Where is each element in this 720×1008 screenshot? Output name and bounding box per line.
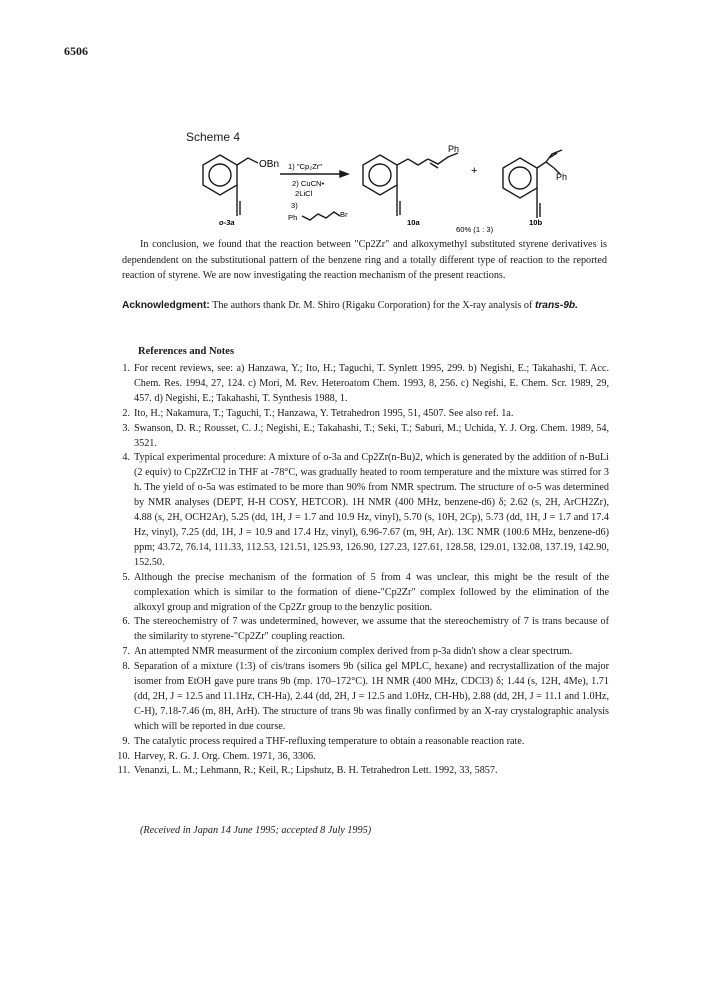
plus-sign: +: [471, 165, 478, 177]
start-substituent: OBn: [259, 159, 280, 170]
start-benzene-ring: [203, 155, 237, 195]
reference-text: Typical experimental procedure: A mixture of o-3a and Cp2Zr(n-Bu)2, which is generated by the addition of n-BuLi (2 equiv) to Cp2ZrCl2 in THF at -78°C, was gradually heated to room temperature and the mixture was stirred for 3 h. The yield of o-5a was estimated to be more than 90% from NMR spectrum. The structure of o-5 was determined by NMR analyses (DEPT, H-H COSY, HETCOR). 1H NMR (400 MHz, benzene-d6) δ; 2.62 (s, 2H, ArCH2Zr), 4.88 (s, 2H, OCH2Ar), 5.25 (dd, 1H, J = 1.7 and 10.9 Hz, vinyl), 5.70 (s, 10H, 2Cp), 5.73 (dd, 1H, J = 1.7 and 17.4 Hz, vinyl), 7.25 (dd, 1H, J = 10.9 and 17.4 Hz, vinyl), 6.96-7.67 (m, 9H, Ar). 13C NMR (100.6 MHz, benzene-d6) ppm; 43.72, 76.14, 111.33, 112.53, 121.51, 125.93, 126.90, 127.23, 127.61, 128.58, 129.01, 132.08, 137.19, 142.90, 152.50.: [134, 452, 609, 568]
references-heading: References and Notes: [138, 346, 235, 357]
reference-text: An attempted NMR measurment of the zirconium complex derived from p-3a didn't show a clear spectrum.: [134, 646, 573, 658]
step-2b-label: 2LiCl: [295, 189, 313, 198]
reference-text: Although the precise mechanism of the formation of 5 from 4 was unclear, this might be the result of the complexation which is similar to the formation of diene-"Cp2Zr" complex followed by the elimination of the alkoxyl group and migration of the Cp2Zr group to the benzylic position.: [134, 571, 609, 613]
conclusion-paragraph: In conclusion, we found that the reaction between "Cp2Zr" and alkoxymethyl substituted styrene derivatives is dependendent on the substitutional pattern of the benzene ring and a totally different type of reaction to the reported reaction of styrene. We are now investigating the reaction mechanism of the present reactions.: [122, 239, 607, 282]
product-a-ring: [363, 155, 397, 195]
reference-item: [104, 750, 609, 765]
reference-item: [104, 735, 609, 750]
reagent-ph: Ph: [288, 213, 298, 222]
scheme-drawing: [180, 138, 600, 238]
reference-number: 10.: [117, 750, 130, 762]
reference-item: [104, 615, 609, 645]
acknowledgment-text: The authors thank Dr. M. Shiro (Rigaku Corporation) for the X-ray analysis of: [212, 300, 533, 311]
acknowledgment-compound: trans-9b.: [534, 300, 578, 311]
reference-number: 1.: [122, 363, 130, 374]
reagent-cinnamyl: [302, 212, 340, 220]
reference-item: [104, 764, 609, 779]
received-date-line: (Received in Japan 14 June 1995; accepted 8 July 1995): [140, 825, 372, 836]
scheme-title: Scheme 4: [186, 130, 241, 144]
product-b-label: 10b: [529, 218, 543, 227]
reference-text: The stereochemistry of 7 was undetermined, however, we assume that the stereochemistry of 7 is trans because of the similarity to styrene-"Cp2Zr" coupling reaction.: [134, 616, 609, 643]
acknowledgment: [122, 298, 607, 314]
start-aromatic-circle: [209, 164, 231, 186]
reagent-br: Br: [340, 210, 348, 219]
reference-number: 3.: [122, 422, 130, 434]
reference-item: [104, 407, 609, 422]
reaction-scheme: [180, 138, 600, 238]
reference-item: [104, 451, 609, 570]
acknowledgment-heading: Acknowledgment:: [122, 300, 210, 311]
reference-text: The catalytic process required a THF-refluxing temperature to obtain a reasonable reaction rate.: [134, 735, 525, 747]
reference-text: Harvey, R. G. J. Org. Chem. 1971, 36, 3306.: [134, 750, 316, 762]
reference-item: [104, 660, 609, 735]
step-2a-label: 2) CuCN•: [292, 179, 325, 188]
reference-item: [104, 362, 609, 407]
reference-number: 2.: [122, 407, 130, 419]
page-number: 6506: [64, 44, 88, 58]
reference-text: Swanson, D. R.; Rousset, C. J.; Negishi, E.; Takahashi, T.; Seki, T.; Saburi, M.; Uchida, Y. J. Org. Chem. 1989, 54, 3521.: [134, 422, 609, 449]
reference-number: 7.: [122, 646, 130, 658]
product-b-ph: Ph: [556, 172, 568, 182]
reference-number: 9.: [122, 735, 130, 747]
reference-text: For recent reviews, see: a) Hanzawa, Y.; Ito, H.; Taguchi, T. Synlett 1995, 299. b) Negishi, E.; Takahashi, T. Acc. Chem. Res. 1994, 27, 124. c) Mori, M. Rev. Heteroatom Chem. 1993, 8, 256. c) Negishi, E. Chem. Scr. 1989, 29, 457. d) Negishi, E.; Takahashi, T. Synthesis 1988, 1.: [134, 363, 609, 404]
product-a-label: 10a: [407, 218, 420, 227]
references-list: [104, 362, 609, 779]
product-b-ring: [503, 158, 537, 198]
yield-label: 60% (1 : 3): [456, 225, 494, 234]
reference-number: 4.: [122, 452, 130, 464]
start-compound-label: o-3a: [219, 218, 235, 227]
reference-number: 5.: [122, 571, 130, 583]
reference-text: Ito, H.; Nakamura, T.; Taguchi, T.; Hanzawa, Y. Tetrahedron 1995, 51, 4507. See also ref. 1a.: [134, 407, 514, 419]
step-3-label: 3): [291, 201, 298, 210]
reference-number: 11.: [117, 765, 130, 777]
reference-item: [104, 422, 609, 452]
reference-text: Separation of a mixture (1:3) of cis/trans isomers 9b (silica gel MPLC, hexane) and recrystallization of the major isomer from EtOH gave pure trans 9b (mp. 170–172°C). 1H NMR (400 MHz, CDCl3) δ; 1.44 (s, 12H, 4Me), 1.71 (dd, 2H, J = 12.5 and 11.1Hz, CH-Ha), 2.44 (dd, 2H, J = 12.5 and 1.0Hz, CH-Hb), 2.88 (dd, 2H, J = 11.1 and 1.0Hz, C-H), 7.18-7.46 (m, 8H, ArH). The structure of trans 9b was finally confirmed by an X-ray crystalographic analysis which will be reported in due course.: [134, 661, 609, 732]
reference-item: [104, 645, 609, 660]
reference-number: 6.: [122, 616, 130, 628]
reference-item: [104, 571, 609, 616]
step-1-label: 1) "Cp₂Zr": [288, 162, 323, 171]
product-a-ph: Ph: [448, 144, 460, 154]
reference-number: 8.: [122, 661, 130, 673]
start-ch2-obn: [237, 158, 258, 165]
reference-text: Venanzi, L. M.; Lehmann, R.; Keil, R.; Lipshutz, B. H. Tetrahedron Lett. 1992, 33, 5857.: [134, 765, 498, 777]
